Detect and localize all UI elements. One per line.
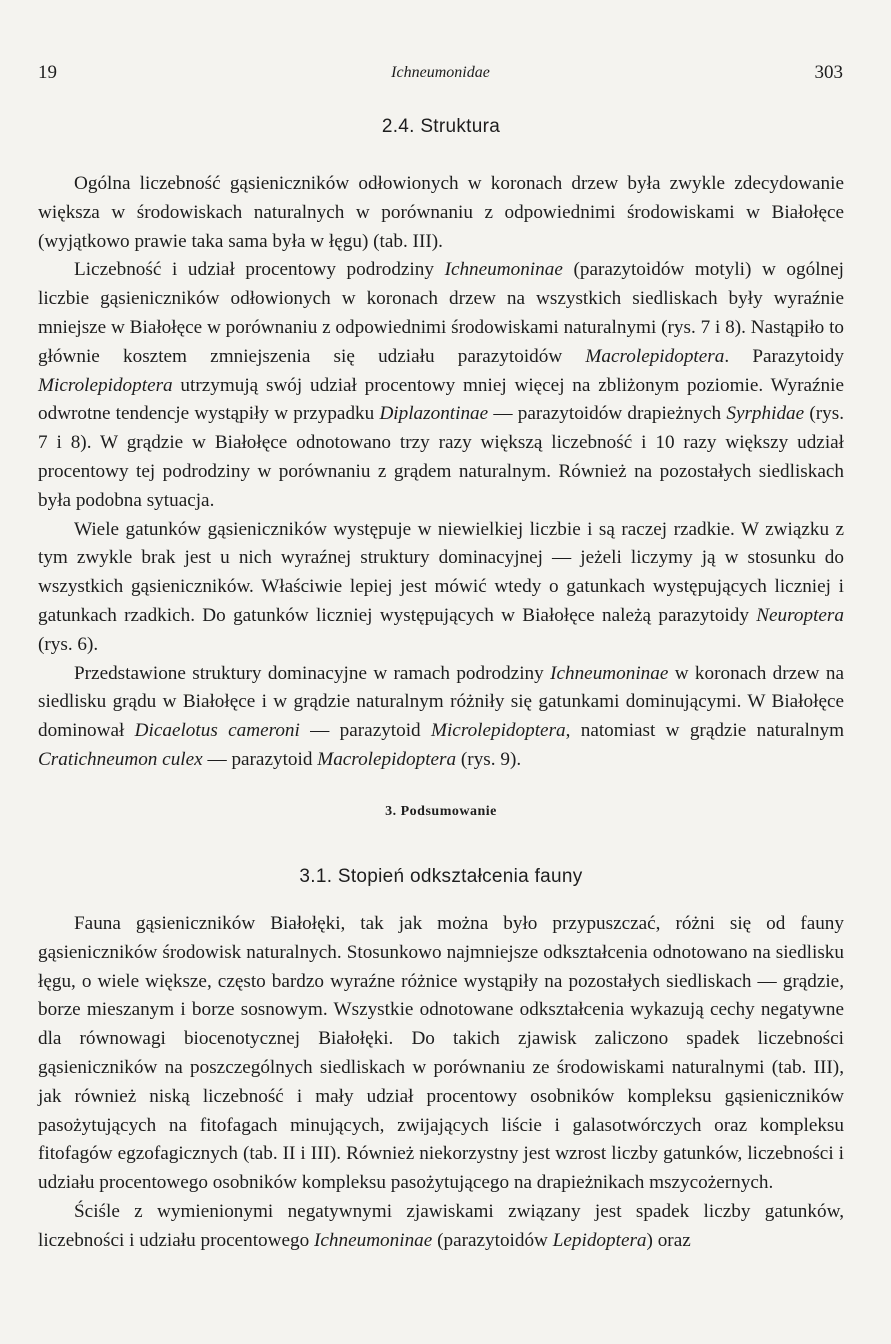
paragraph	[38, 910, 844, 1198]
text-run: Przedstawione struktury dominacyjne w ramach podrodziny	[74, 662, 551, 684]
text-run: Fauna gąsieniczników Białołęki, tak jak można było przypuszczać, różni się od fauny gąsieniczników środowisk naturalnych. Stosunkowo najmniejsze odkształcenia odnotowano na siedlisku łęgu, o wiele większe, często bardzo wyraźne różnice wystąpiły na pozostałych siedliskach — grądzie, borze mieszanym i borze sosnowym. Wszystkie odnotowane odkształcenia wykazują cechy negatywne dla równowagi biocenotycznej Białołęki. Do takich zjawisk zaliczono spadek liczebności gąsieniczników na poszczególnych siedliskach w porównaniu ze środowiskami naturalnymi (tab. III), jak również niską liczebność i mały udział procentowy osobników kompleksu gąsieniczników pasożytujących na fitofagach minujących, zwijających liście i galasotwórczych oraz kompleksu fitofagów egzofagicznych (tab. II i III). Również niekorzystny jest wzrost liczby gatunków, liczebności i udziału procentowego osobników kompleksu pasożytującego na drapieżnikach mszycożernych.	[38, 913, 844, 1194]
text-run: (rys. 6).	[38, 633, 99, 655]
text-run: utrzymują swój udział procentowy mniej więcej na zbliżonym poziomie. Wyraźnie odwrotne tendencje wystąpiły w przypadku	[38, 374, 844, 425]
italic-term: Lepidoptera	[552, 1229, 647, 1251]
paragraph	[38, 516, 844, 660]
section-2-4-body	[38, 170, 844, 775]
paragraph	[38, 170, 844, 256]
text-run: Ściśle z wymienionymi negatywnymi zjawiskami związany jest spadek liczby gatunków, liczebności i udziału procentowego	[38, 1200, 844, 1251]
running-title: Ichneumonidae	[391, 64, 490, 81]
italic-term: Dicaelotus cameroni	[134, 720, 300, 742]
italic-term: Syrphidae	[726, 403, 805, 425]
text-run: — parazytoid	[299, 720, 431, 742]
section-heading-3: 3. Podsumowanie	[385, 804, 497, 819]
italic-term: Microlepidoptera	[430, 720, 566, 742]
italic-term: Cratichneumon culex	[38, 748, 203, 770]
text-run: w koronach drzew na siedlisku grądu w Białołęce i w grądzie naturalnym różniły się gatunkami dominującymi. W Białołęce dominował	[38, 662, 844, 742]
italic-term: Macrolepidoptera	[317, 748, 457, 770]
text-run: Wiele gatunków gąsieniczników występuje w niewielkiej liczbie i są raczej rzadkie. W związku z tym zwykle brak jest u nich wyraźnej struktury dominacyjnej — jeżeli liczymy ją w stosunku do wszystkich gąsieniczników. Właściwie lepiej jest mówić wtedy o gatunkach występujących liczniej i gatunkach rzadkich. Do gatunków liczniej występujących w Białołęce należą parazytoidy	[38, 518, 844, 626]
text-run: (rys. 9).	[456, 748, 522, 770]
paragraph	[38, 1198, 844, 1256]
page-number: 303	[814, 62, 843, 83]
text-run: (rys. 7 i 8). W grądzie w Białołęce odnotowano trzy razy większą liczebność i 10 razy większy udział procentowy tej podrodziny w porównaniu z grądem naturalnym. Również na pozostałych siedliskach była podobna sytuacja.	[38, 403, 844, 511]
section-heading-3-1: 3.1. Stopień odkształcenia fauny	[299, 866, 583, 887]
italic-term: Macrolepidoptera	[585, 345, 725, 367]
italic-term: Ichneumoninae	[314, 1229, 433, 1251]
text-run: , natomiast w grądzie naturalnym	[565, 720, 844, 742]
text-run: (parazytoidów motyli) w ogólnej liczbie gąsieniczników odłowionych w koronach drzew na wszystkich siedliskach były wyraźnie mniejsze w Białołęce w porównaniu z odpowiednimi środowiskami naturalnymi (rys. 7 i 8). Nastąpiło to głównie kosztem zmniejszenia się udziału parazytoidów	[38, 259, 844, 367]
paragraph	[38, 660, 844, 775]
page-header	[38, 62, 843, 88]
italic-term: Ichneumoninae	[444, 259, 563, 281]
page-section-number: 19	[38, 62, 57, 83]
text-run: — parazytoid	[202, 748, 318, 770]
text-run: . Parazytoidy	[724, 345, 844, 367]
text-run: Liczebność i udział procentowy podrodziny	[74, 259, 445, 281]
section-heading-2-4: 2.4. Struktura	[381, 116, 501, 137]
italic-term: Diplazontinae	[379, 403, 489, 425]
italic-term: Ichneumoninae	[550, 662, 669, 684]
italic-term: Microlepidoptera	[38, 374, 173, 396]
paragraph	[38, 256, 844, 515]
section-3-1-body	[38, 910, 844, 1256]
text-run: — parazytoidów drapieżnych	[488, 403, 727, 425]
text-run: ) oraz	[646, 1229, 691, 1251]
text-run: Ogólna liczebność gąsieniczników odłowionych w koronach drzew była zwykle zdecydowanie większa w środowiskach naturalnych w porównaniu z odpowiednimi środowiskami w Białołęce (wyjątkowo prawie taka sama była w łęgu) (tab. III).	[38, 173, 844, 252]
text-run: (parazytoidów	[432, 1229, 553, 1251]
italic-term: Neuroptera	[756, 604, 844, 626]
